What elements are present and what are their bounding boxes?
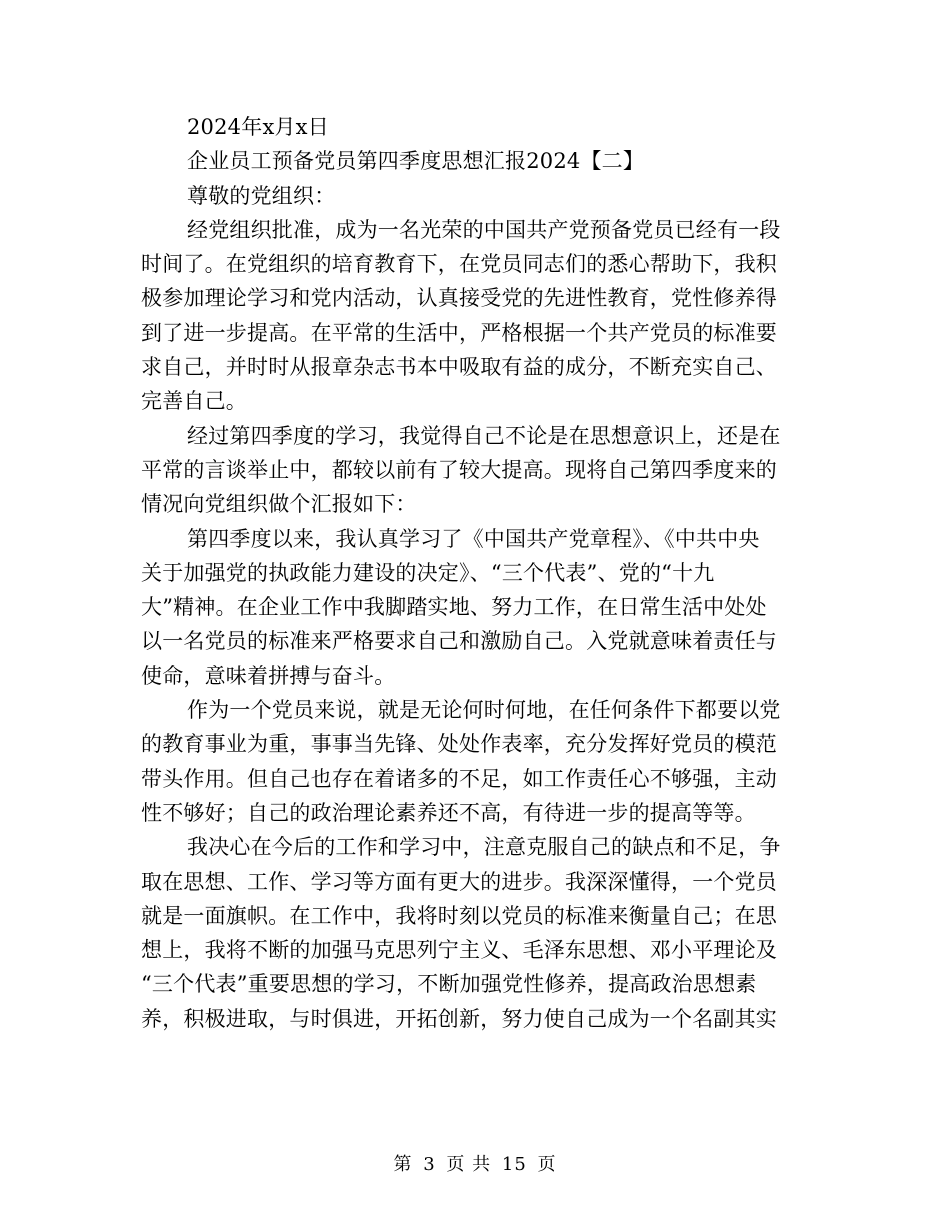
text-line: 经党组织批准，成为一名光荣的中国共产党预备党员已经有一段 bbox=[187, 217, 781, 242]
text-line: 关于加强党的执政能力建设的决定》、“三个代表”、党的“十九 bbox=[141, 560, 715, 585]
text-line: 带头作用。但自己也存在着诸多的不足，如工作责任心不够强，主动 bbox=[141, 766, 777, 791]
text-line: 极参加理论学习和党内活动，认真接受党的先进性教育，党性修养得 bbox=[141, 286, 777, 311]
text-line: 求自己，并时时从报章杂志书本中吸取有益的成分，不断充实自己、 bbox=[141, 355, 777, 380]
text-line: 我决心在今后的工作和学习中，注意克服自己的缺点和不足，争 bbox=[187, 835, 781, 860]
current-page-number: 3 bbox=[423, 1154, 436, 1175]
text-line: “三个代表”重要思想的学习，不断加强党性修养，提高政治思想素 bbox=[141, 972, 757, 997]
text-line: 就是一面旗帜。在工作中，我将时刻以党员的标准来衡量自己；在思 bbox=[141, 903, 777, 928]
total-pages-number: 15 bbox=[501, 1154, 527, 1175]
text-line: 使命，意味着拼搏与奋斗。 bbox=[141, 663, 396, 688]
text-line: 完善自己。 bbox=[141, 389, 247, 414]
text-line: 的教育事业为重，事事当先锋、处处作表率，充分发挥好党员的模范 bbox=[141, 732, 777, 757]
text-line: 到了进一步提高。在平常的生活中，严格根据一个共产党员的标准要 bbox=[141, 320, 777, 345]
text-line: 取在思想、工作、学习等方面有更大的进步。我深深懂得，一个党员 bbox=[141, 869, 777, 894]
text-line: 尊敬的党组织： bbox=[187, 183, 336, 208]
page-label-prefix: 第 bbox=[393, 1154, 413, 1175]
text-line: 作为一个党员来说，就是无论何时何地，在任何条件下都要以党 bbox=[187, 698, 781, 723]
text-line: 大”精神。在企业工作中我脚踏实地、努力工作，在日常生活中处处 bbox=[141, 595, 767, 620]
text-line: 2024年x月x日 bbox=[187, 115, 329, 139]
text-line: 情况向党组织做个汇报如下： bbox=[141, 492, 417, 517]
page-footer bbox=[0, 1150, 950, 1176]
page-label-suffix: 页 bbox=[537, 1154, 557, 1175]
text-line: 平常的言谈举止中，都较以前有了较大提高。现将自己第四季度来的 bbox=[141, 457, 777, 482]
text-line: 性不够好；自己的政治理论素养还不高，有待进一步的提高等等。 bbox=[141, 800, 756, 825]
text-line: 想上，我将不断的加强马克思列宁主义、毛泽东思想、邓小平理论及 bbox=[141, 938, 777, 963]
text-line: 经过第四季度的学习，我觉得自己不论是在思想意识上，还是在 bbox=[187, 423, 781, 448]
page-label-mid: 页 共 bbox=[446, 1154, 492, 1175]
text-line: 企业员工预备党员第四季度思想汇报2024【二】 bbox=[187, 149, 645, 174]
text-line: 时间了。在党组织的培育教育下，在党员同志们的悉心帮助下，我积 bbox=[141, 252, 777, 277]
text-line: 以一名党员的标准来严格要求自己和激励自己。入党就意味着责任与 bbox=[141, 629, 777, 654]
text-line: 养，积极进取，与时俱进，开拓创新，努力使自己成为一个名副其实 bbox=[141, 1006, 777, 1031]
text-line: 第四季度以来，我认真学习了《中国共产党章程》、《中共中央 bbox=[187, 526, 760, 551]
document-body bbox=[141, 110, 801, 1036]
